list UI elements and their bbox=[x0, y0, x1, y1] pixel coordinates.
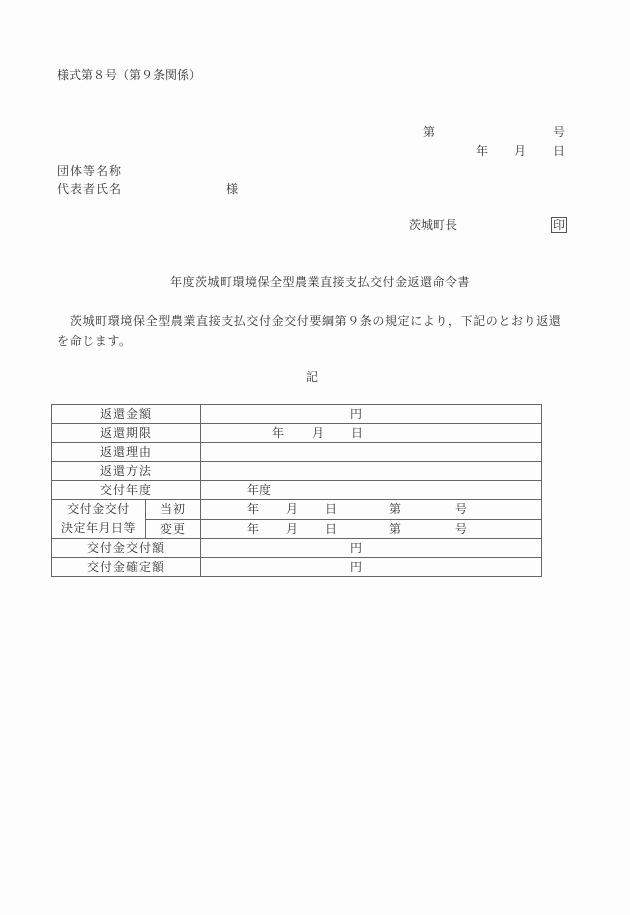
seal-icon: 印 bbox=[553, 218, 566, 232]
table-row bbox=[52, 462, 542, 481]
no-suffix: 号 bbox=[455, 521, 468, 536]
row-label: 返還理由 bbox=[52, 443, 201, 462]
org-name-label: 団体等名称 bbox=[57, 164, 123, 178]
row-label: 返還金額 bbox=[52, 405, 201, 424]
body-text: 茨城町環境保全型農業直接支払交付金交付要綱第９条の規定により，下記のとおり返還を命じます。 bbox=[57, 314, 562, 348]
row-label: 交付金確定額 bbox=[52, 558, 201, 577]
doc-number-suffix: 号 bbox=[553, 125, 566, 139]
table-row bbox=[52, 443, 542, 462]
reason-cell[interactable] bbox=[201, 443, 542, 462]
no-prefix: 第 bbox=[389, 521, 402, 536]
deadline-cell[interactable] bbox=[201, 424, 542, 443]
sub-label-initial: 当初 bbox=[146, 500, 201, 520]
year-unit: 年 bbox=[272, 426, 285, 440]
document-title: 年度茨城町環境保全型農業直接支払交付金返還命令書 bbox=[170, 275, 471, 289]
decision-date-label: 交付金交付 決定年月日等 bbox=[52, 500, 146, 539]
table-row bbox=[52, 405, 542, 424]
table-row bbox=[52, 539, 542, 558]
sub-label-change: 変更 bbox=[146, 519, 201, 539]
row-label: 返還方法 bbox=[52, 462, 201, 481]
yen-unit: 円 bbox=[350, 407, 363, 421]
honorific: 様 bbox=[226, 182, 239, 196]
year-unit: 年 bbox=[247, 521, 260, 536]
row-label: 返還期限 bbox=[52, 424, 201, 443]
fiscal-year-unit: 年度 bbox=[247, 483, 272, 497]
change-decision-cell[interactable] bbox=[201, 519, 542, 539]
table-row bbox=[52, 481, 542, 500]
day-unit: 日 bbox=[325, 521, 338, 536]
month-unit: 月 bbox=[312, 426, 325, 440]
month-unit: 月 bbox=[286, 521, 299, 536]
grant-amount-cell[interactable] bbox=[201, 539, 542, 558]
initial-decision-cell[interactable] bbox=[201, 500, 542, 520]
issuer-name: 茨城町長 bbox=[409, 218, 458, 232]
seal-mark bbox=[551, 217, 567, 233]
year-unit: 年 bbox=[247, 502, 260, 516]
return-details-table bbox=[51, 404, 542, 577]
method-cell[interactable] bbox=[201, 462, 542, 481]
amount-cell[interactable] bbox=[201, 405, 542, 424]
yen-unit: 円 bbox=[350, 541, 363, 555]
no-suffix: 号 bbox=[455, 502, 468, 516]
row-label: 交付金交付額 bbox=[52, 539, 201, 558]
yen-unit: 円 bbox=[350, 560, 363, 574]
month-unit: 月 bbox=[286, 502, 299, 516]
date-month: 月 bbox=[514, 144, 527, 158]
no-prefix: 第 bbox=[389, 502, 402, 516]
form-number: 様式第８号（第９条関係） bbox=[57, 68, 202, 82]
day-unit: 日 bbox=[325, 502, 338, 516]
day-unit: 日 bbox=[351, 426, 364, 440]
row-label: 交付年度 bbox=[52, 481, 201, 500]
confirmed-amount-cell[interactable] bbox=[201, 558, 542, 577]
fiscal-year-cell[interactable] bbox=[201, 481, 542, 500]
table-row bbox=[52, 500, 542, 520]
representative-label: 代表者氏名 bbox=[57, 182, 123, 196]
table-row bbox=[52, 558, 542, 577]
date-year: 年 bbox=[476, 144, 489, 158]
ki-heading: 記 bbox=[306, 370, 319, 384]
date-day: 日 bbox=[553, 144, 566, 158]
table-row bbox=[52, 424, 542, 443]
doc-number-prefix: 第 bbox=[423, 125, 436, 139]
